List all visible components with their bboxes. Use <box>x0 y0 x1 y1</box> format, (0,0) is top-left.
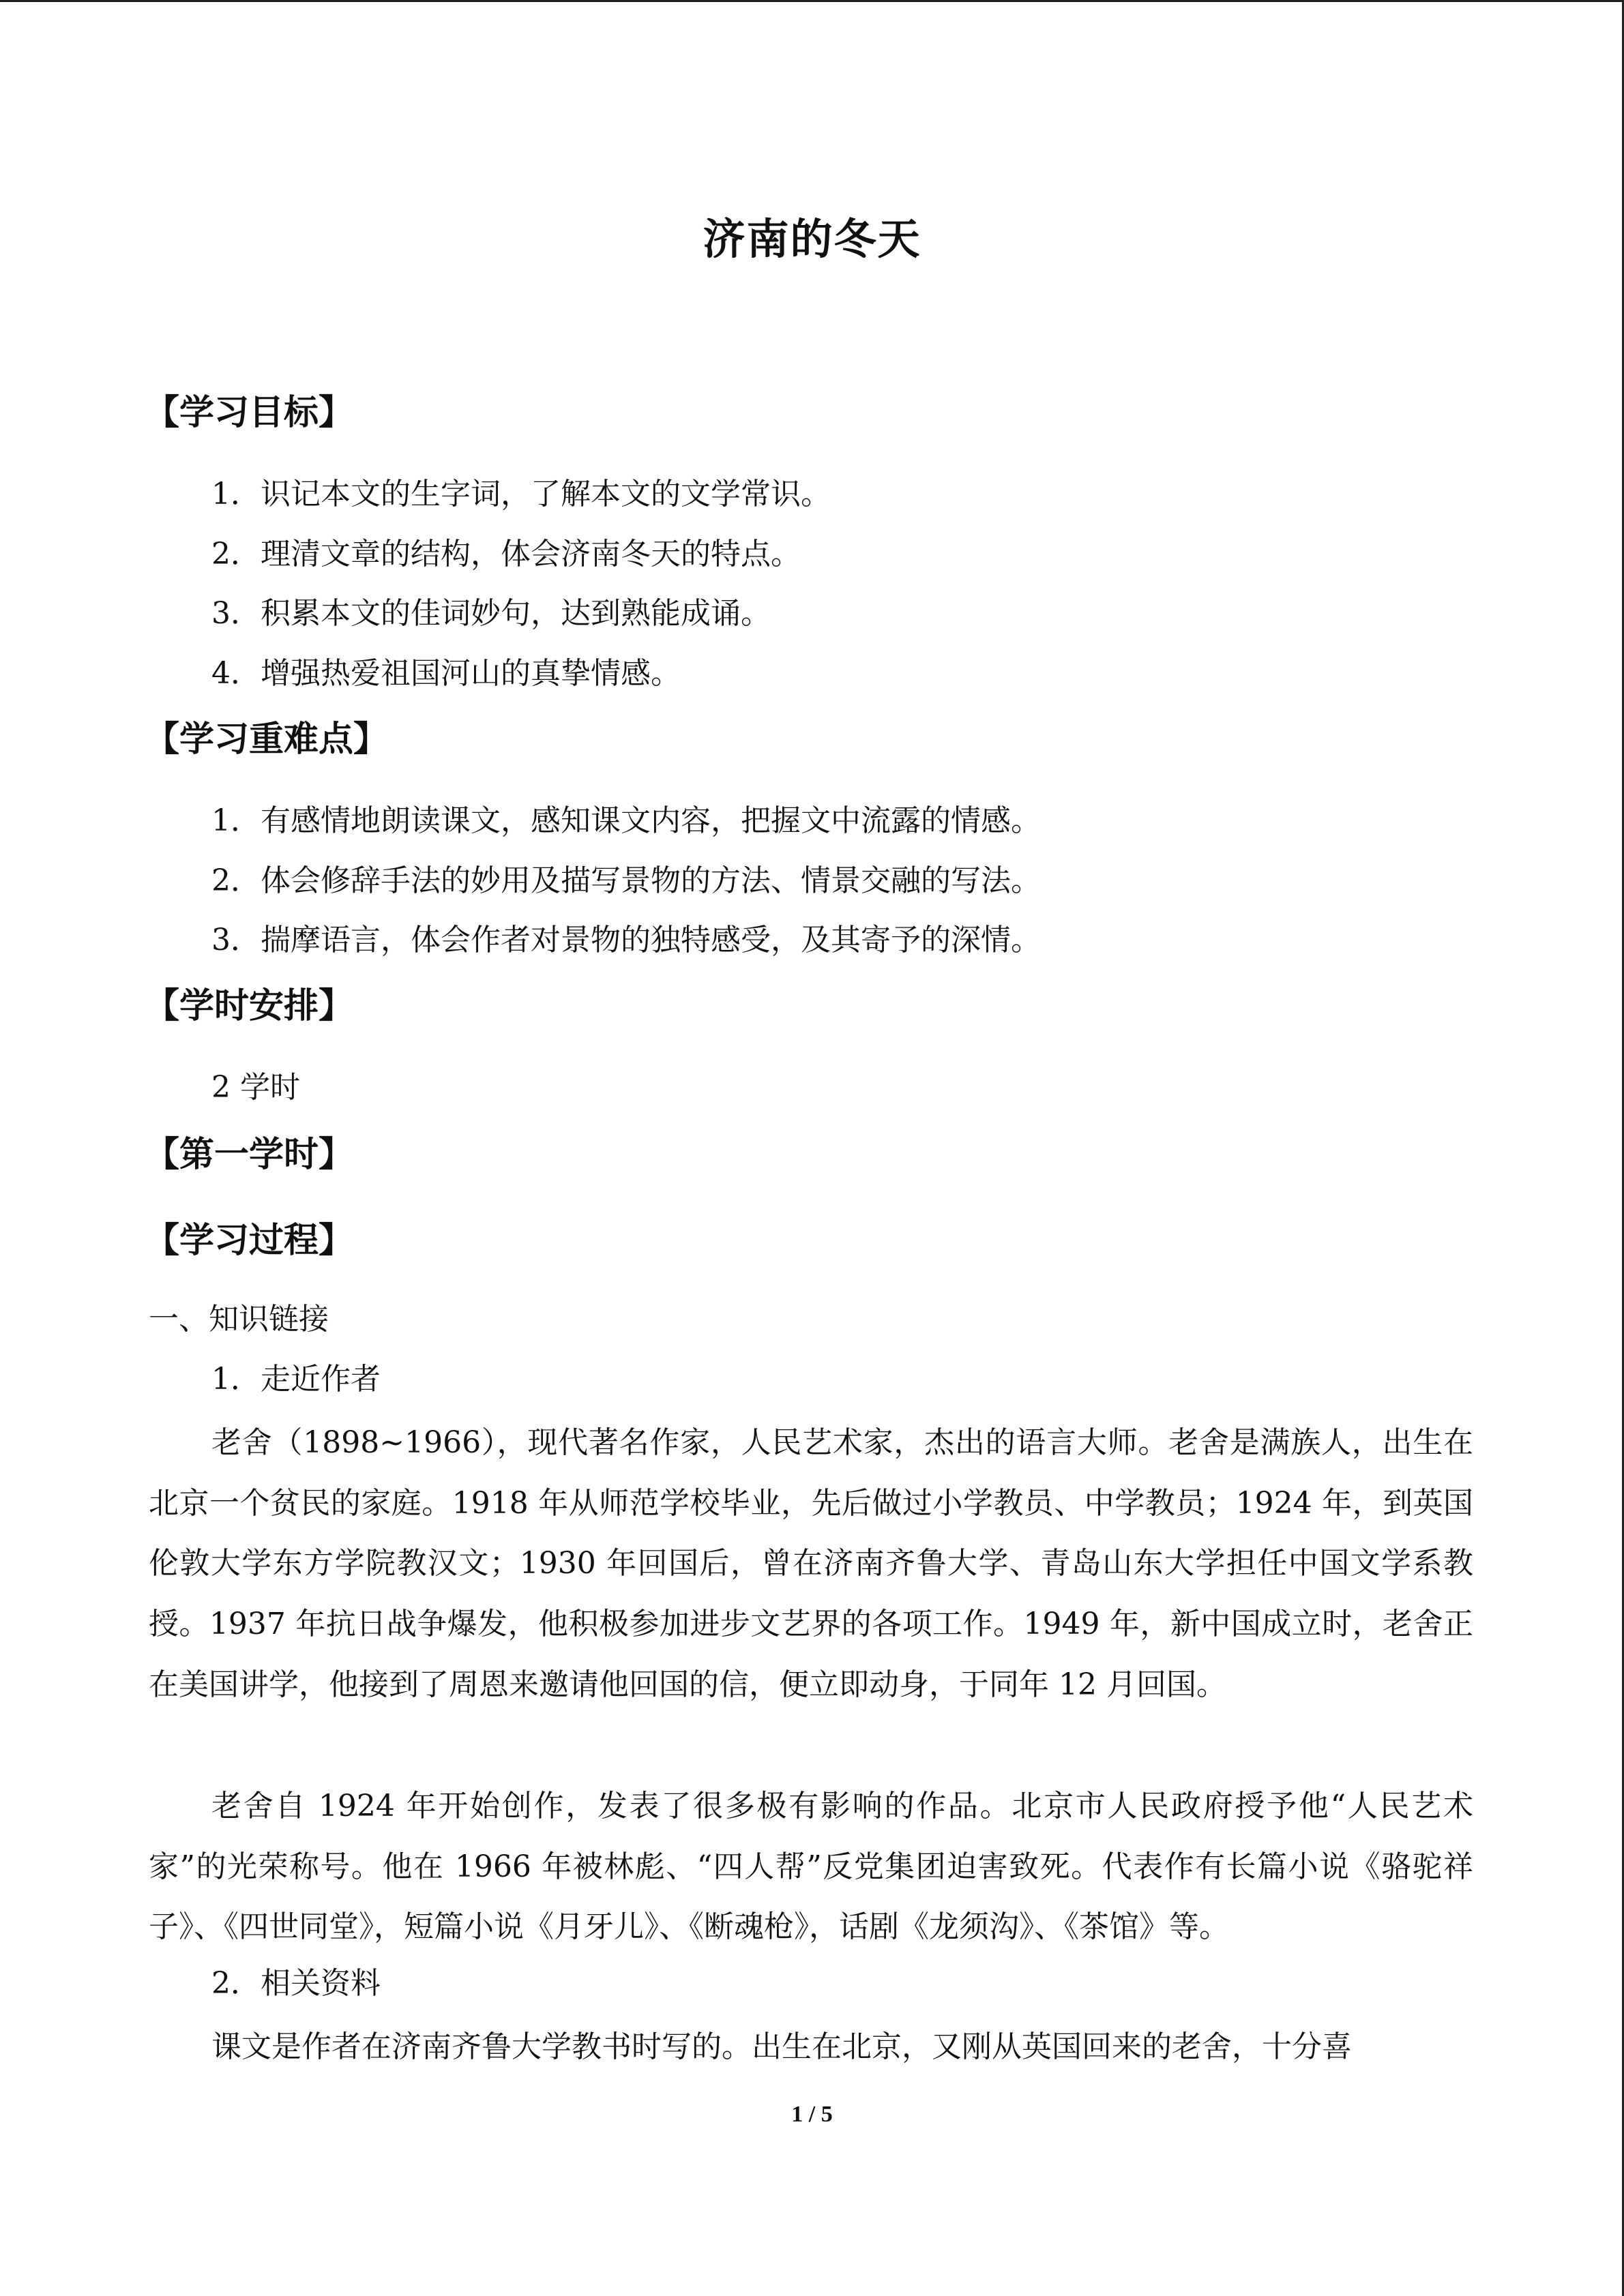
subsection-related-materials: 2．相关资料 <box>211 1966 381 2001</box>
heading-key-points: 【学习重难点】 <box>145 719 389 760</box>
heading-learning-goals: 【学习目标】 <box>145 393 354 433</box>
document-title: 济南的冬天 <box>703 214 921 264</box>
goal-item-1: 1．识记本文的生字词，了解本文的文学常识。 <box>211 477 831 511</box>
goal-item-3: 3．积累本文的佳词妙句，达到熟能成诵。 <box>211 596 771 631</box>
heading-learning-process: 【学习过程】 <box>145 1221 354 1261</box>
key-point-item-1: 1．有感情地朗读课文，感知课文内容，把握文中流露的情感。 <box>211 803 1041 838</box>
schedule-text: 2 学时 <box>211 1070 300 1105</box>
key-point-item-3: 3．揣摩语言，体会作者对景物的独特感受，及其寄予的深情。 <box>211 923 1041 957</box>
paragraph-author-works: 老舍自 1924 年开始创作，发表了很多极有影响的作品。北京市人民政府授予他“人民艺术家”的光荣称号。他在 1966 年被林彪、“四人帮”反党集团迫害致死。代表作有长篇小说《骆驼祥子》、《四世同堂》，短篇小说《月牙儿》、《断魂枪》，话剧《龙须沟》、《茶馆》等。 <box>149 1789 1473 1945</box>
page-border-top <box>0 0 1624 2</box>
key-point-item-2: 2．体会修辞手法的妙用及描写景物的方法、情景交融的写法。 <box>211 863 1041 898</box>
paragraph-author-bio: 老舍（1898~1966），现代著名作家，人民艺术家，杰出的语言大师。老舍是满族人，出生在北京一个贫民的家庭。1918 年从师范学校毕业，先后做过小学教员、中学教员；1924 年，到英国伦敦大学东方学院教汉文；1930 年回国后，曾在济南齐鲁大学、青岛山东大学担任中国文学系教授。1937 年抗日战争爆发，他积极参加进步文艺界的各项工作。1949 年，新中国成立时，老舍正在美国讲学，他接到了周恩来邀请他回国的信，便立即动身，于同年 12 月回国。 <box>149 1425 1473 1702</box>
goal-item-2: 2．理清文章的结构，体会济南冬天的特点。 <box>211 537 801 571</box>
subsection-author: 1．走近作者 <box>211 1362 381 1397</box>
paragraph-background: 课文是作者在济南齐鲁大学教书时写的。出生在北京，又刚从英国回来的老舍，十分喜 <box>211 2029 1352 2064</box>
heading-schedule: 【学时安排】 <box>145 986 354 1026</box>
heading-first-period: 【第一学时】 <box>145 1135 354 1175</box>
goal-item-4: 4．增强热爱祖国河山的真挚情感。 <box>211 656 681 691</box>
page-number: 1 / 5 <box>791 2102 833 2127</box>
section-knowledge-link: 一、知识链接 <box>149 1302 329 1337</box>
